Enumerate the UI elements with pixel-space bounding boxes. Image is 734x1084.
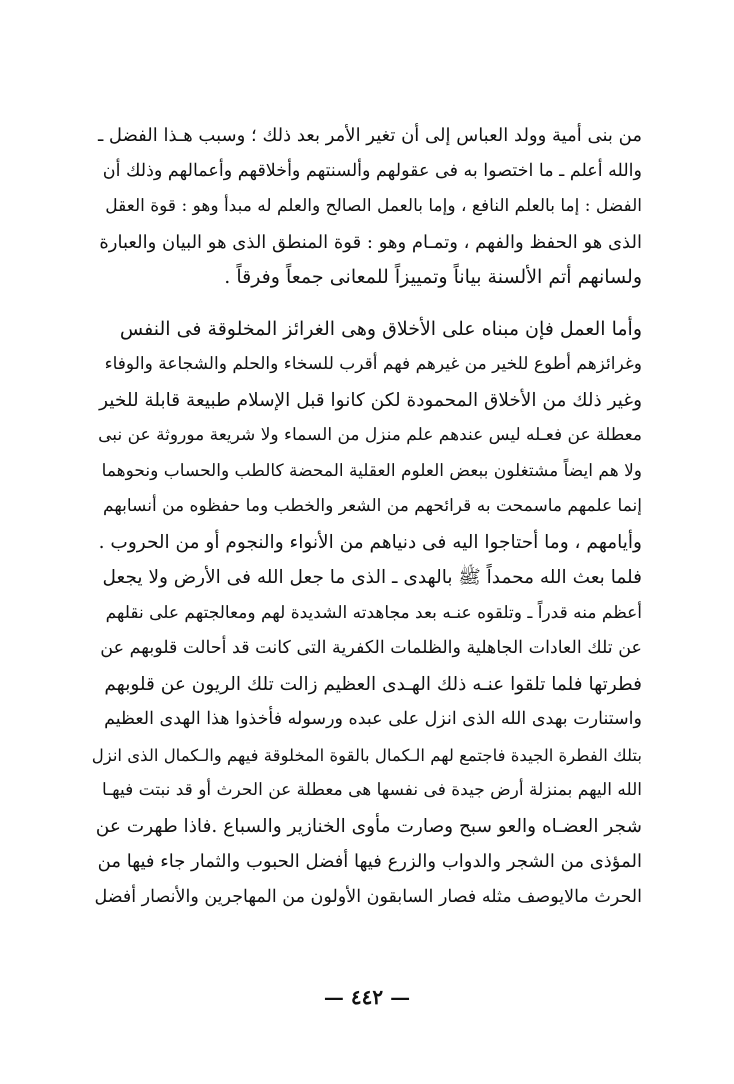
text-line: وغير ذلك من الأخلاق المحمودة لكن كانوا قبل الإسلام طبيعة قابلة للخير xyxy=(99,389,642,411)
text-line: الفضل : إما بالعلم النافع ، وإما بالعمل الصالح والعلم له مبدأ وهو : قوة العقل xyxy=(105,196,642,216)
paragraph-1 xyxy=(92,118,642,296)
text-line: شجر العضـاه والعو سبح وصارت مأوى الخنازير والسباع .فاذا طهرت عن xyxy=(95,815,642,837)
text-line: عن تلك العادات الجاهلية والظلمات الكفرية التى كانت قد أحالت قلوبهم عن xyxy=(100,638,642,658)
text-line: إنما علمهم ماسمحت به قرائحهم من الشعر والخطب وما حفظوه من أنسابهم xyxy=(103,496,642,516)
text-line: والله أعلم ـ ما اختصوا به فى عقولهم وألسنتهم وأخلاقهم وأعمالهم وذلك أن xyxy=(102,160,642,181)
text-line: فطرتها فلما تلقوا عنـه ذلك الهـدى العظيم زالت تلك الريون عن قلوبهم xyxy=(104,673,642,695)
paragraph-2 xyxy=(92,312,642,916)
text-line: وأيامهم ، وما أحتاجوا اليه فى دنياهم من الأنواء والنجوم أو من الحروب . xyxy=(98,531,642,553)
text-line: ولسانهم أتم الألسنة بياناً وتمييزاً للمعانى جمعاً وفرقاً . xyxy=(224,266,642,288)
page-number: — ٤٤٢ — xyxy=(323,985,411,1009)
text-line: فلما بعث الله محمداً ﷺ بالهدى ـ الذى ما جعل الله فى الأرض ولا يجعل xyxy=(102,567,642,588)
text-line: الله اليهم بمنزلة أرض جيدة فى نفسها هى معطلة عن الحرث أو قد نبتت فيهـا xyxy=(102,780,642,800)
text-line: ولا هم ايضاً مشتغلون ببعض العلوم العقلية المحضة كالطب والحساب ونحوهما xyxy=(101,460,642,481)
text-line: وغرائزهم أطوع للخير من غيرهم فهم أقرب للسخاء والحلم والشجاعة والوفاء xyxy=(104,354,642,374)
text-line: واستنارت بهدى الله الذى انزل على عبده ورسوله فأخذوا هذا الهدى العظيم xyxy=(104,709,642,729)
text-line: وأما العمل فإن مبناه على الأخلاق وهى الغرائز المخلوقة فى النفس xyxy=(119,317,642,340)
text-line: الحرث مالايوصف مثله فصار السابقون الأولون من المهاجرين والأنصار أفضل xyxy=(94,886,642,907)
text-line: الذى هو الحفظ والفهم ، وتمـام وهو : قوة المنطق الذى هو البيان والعبارة xyxy=(99,231,642,253)
text-line: من بنى أمية وولد العباس إلى أن تغير الأمر بعد ذلك ؛ وسبب هـذا الفضل ـ xyxy=(97,125,642,146)
text-line: المؤذى من الشجر والدواب والزرع فيها أفضل الحبوب والثمار جاء فيها من xyxy=(97,851,642,872)
body-text xyxy=(92,118,642,915)
text-line: بتلك الفطرة الجيدة فاجتمع لهم الـكمال بالقوة المخلوقة فيهم والـكمال الذى انزل xyxy=(92,745,642,765)
text-line: معطلة عن فعـله ليس عندهم علم منزل من السماء ولا شريعة موروثة عن نبى xyxy=(98,425,642,445)
text-line: أعظم منه قدراً ـ وتلقوه عنـه بعد مجاهدته الشديدة لهم ومعالجتهم على نقلهم xyxy=(105,602,642,623)
